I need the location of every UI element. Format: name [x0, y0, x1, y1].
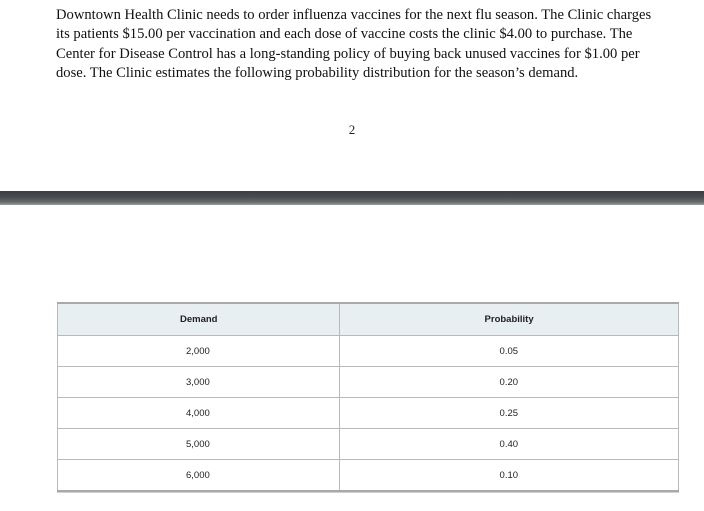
table-row	[58, 460, 679, 492]
demand-column-header: Demand	[58, 303, 340, 336]
table-header-row	[58, 303, 679, 336]
probability-cell: 0.25	[339, 398, 678, 429]
demand-cell: 3,000	[58, 367, 340, 398]
demand-distribution-table-container	[57, 302, 679, 492]
page-divider	[0, 191, 704, 205]
demand-distribution-table	[57, 302, 679, 492]
probability-column-header: Probability	[339, 303, 678, 336]
probability-cell: 0.10	[339, 460, 678, 492]
demand-cell: 5,000	[58, 429, 340, 460]
table-row	[58, 429, 679, 460]
probability-cell: 0.40	[339, 429, 678, 460]
demand-cell: 6,000	[58, 460, 340, 492]
table-row	[58, 367, 679, 398]
page-number: 2	[348, 122, 356, 137]
table-row	[58, 398, 679, 429]
demand-cell: 2,000	[58, 336, 340, 367]
table-row	[58, 336, 679, 367]
probability-cell: 0.05	[339, 336, 678, 367]
demand-cell: 4,000	[58, 398, 340, 429]
probability-cell: 0.20	[339, 367, 678, 398]
problem-statement: Downtown Health Clinic needs to order influenza vaccines for the next flu season. The Clinic charges its patients $15.00 per vaccination and each dose of vaccine costs the clinic $4.00 to purchase. The Center for Disease Control has a long-standing policy of buying back unused vaccines for $1.00 per dose. The Clinic estimates the following probability distribution for the season’s demand.	[56, 7, 652, 82]
